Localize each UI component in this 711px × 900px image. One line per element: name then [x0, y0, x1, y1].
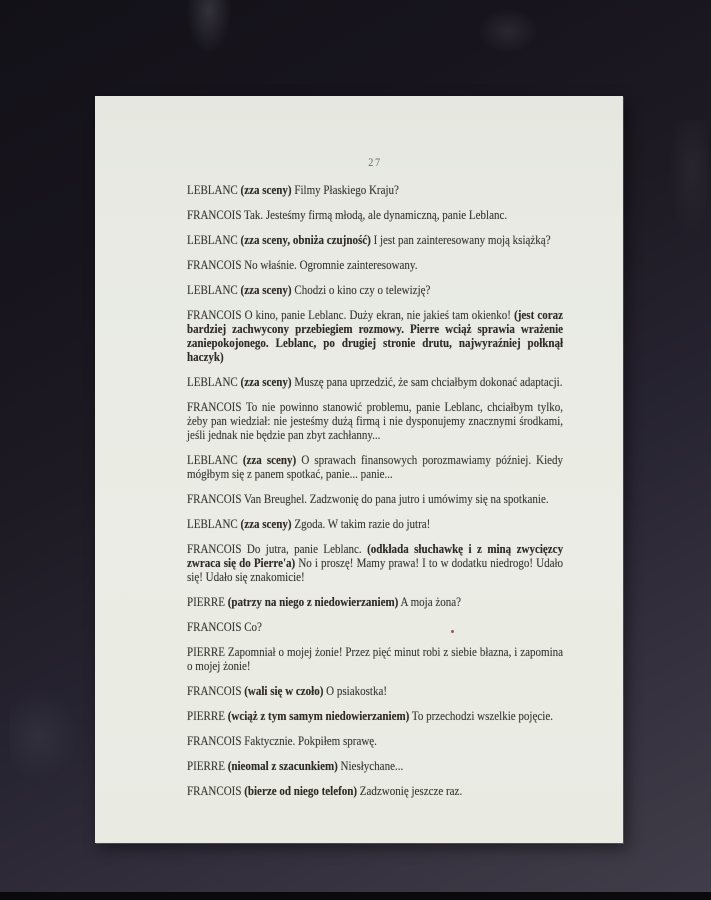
- stage-direction: (zza sceny, obniża czujność): [240, 232, 371, 247]
- script-page: [95, 96, 623, 843]
- dialogue-text: Zapomniał o mojej żonie! Przez pięć minut robi z siebie błazna, i zapomina o mojej żonie!: [187, 644, 564, 673]
- dialogue-text: To nie powinno stanowić problemu, panie Leblanc, chciałbym tylko, żeby pan wiedział: nie jesteśmy dużą firmą i nie dysponujemy znacznymi środkami, jeśli jednak nie będzie pan zbyt zachłanny...: [187, 399, 564, 442]
- dialogue-text: O kino, panie Leblanc. Duży ekran, nie jakieś tam okienko!: [244, 307, 515, 322]
- dialogue-text: I jest pan zainteresowany moją książką?: [370, 232, 551, 247]
- dialogue-text: A moja żona?: [398, 594, 462, 609]
- speaker-name: FRANCOIS: [187, 207, 245, 222]
- dialogue-paragraph: [187, 375, 563, 389]
- background-smudge: [478, 8, 538, 54]
- dialogue-paragraph: [187, 709, 563, 723]
- stage-direction: (wali się w czoło): [244, 683, 324, 698]
- speaker-name: LEBLANC: [187, 282, 241, 297]
- dialogue-text: Zadzwonię jeszcze raz.: [357, 783, 463, 798]
- stage-direction: (zza sceny): [240, 282, 292, 297]
- dialogue-paragraph: [187, 492, 563, 506]
- speaker-name: FRANCOIS: [187, 491, 245, 506]
- page-number: 27: [368, 155, 382, 169]
- background-smudge: [186, 0, 232, 54]
- dialogue-paragraph: [187, 620, 563, 634]
- dialogue-text: Filmy Płaskiego Kraju?: [291, 182, 399, 197]
- dialogue-text: Niesłychane...: [337, 758, 404, 773]
- dialogue-text: Faktycznie. Pokpiłem sprawę.: [244, 733, 377, 748]
- dialogue-paragraph: [187, 595, 563, 609]
- dialogue-paragraph: [187, 308, 563, 364]
- dialogue-paragraph: [187, 400, 563, 442]
- dialogue-paragraph: [187, 258, 563, 272]
- dialogue-block: [187, 183, 563, 798]
- speaker-name: FRANCOIS: [187, 307, 245, 322]
- speaker-name: PIERRE: [187, 758, 228, 773]
- dialogue-paragraph: [187, 645, 563, 673]
- speaker-name: FRANCOIS: [187, 733, 245, 748]
- dialogue-paragraph: [187, 233, 563, 247]
- speaker-name: FRANCOIS: [187, 783, 245, 798]
- stage-direction: (nieomal z szacunkiem): [227, 758, 338, 773]
- dialogue-paragraph: [187, 759, 563, 773]
- dialogue-text: Zgoda. W takim razie do jutra!: [291, 516, 431, 531]
- dialogue-text: No i proszę! Mamy prawa! I to w dodatku niedrogo! Udało się! Udało się znakomicie!: [187, 555, 564, 584]
- dialogue-paragraph: [187, 784, 563, 798]
- speaker-name: PIERRE: [187, 644, 228, 659]
- dialogue-text: Tak. Jesteśmy firmą młodą, ale dynamiczną, panie Leblanc.: [244, 207, 508, 222]
- speaker-name: LEBLANC: [187, 516, 241, 531]
- stage-direction: (jest coraz bardziej zachwycony przebiegiem rozmowy. Pierre wciąż sprawia wrażenie zaniepokojonego. Leblanc, po drugiej stronie drutu, najwyraźniej połknął haczyk): [187, 307, 564, 364]
- background-smudge: [10, 690, 80, 780]
- dialogue-text: Do jutra, panie Leblanc.: [246, 541, 368, 556]
- dialogue-paragraph: [187, 208, 563, 222]
- dialogue-paragraph: [187, 283, 563, 297]
- page-content: [187, 155, 563, 809]
- speaker-name: LEBLANC: [187, 232, 241, 247]
- dialogue-text: Chodzi o kino czy o telewizję?: [291, 282, 431, 297]
- dialogue-text: O psiakostka!: [323, 683, 388, 698]
- speaker-name: LEBLANC: [187, 374, 241, 389]
- background-smudge: [668, 120, 708, 240]
- dialogue-paragraph: [187, 183, 563, 197]
- stage-direction: (zza sceny): [242, 452, 297, 467]
- speaker-name: LEBLANC: [187, 452, 243, 467]
- stage-direction: (odkłada słuchawkę i z miną zwycięzcy zwraca się do Pierre'a): [187, 541, 564, 570]
- stage-direction: (zza sceny): [240, 374, 292, 389]
- stage-direction: (wciąż z tym samym niedowierzaniem): [227, 708, 410, 723]
- speaker-name: FRANCOIS: [187, 399, 246, 414]
- speaker-name: FRANCOIS: [187, 619, 245, 634]
- dialogue-text: Co?: [244, 619, 262, 634]
- speaker-name: PIERRE: [187, 594, 228, 609]
- dialogue-text: O sprawach finansowych porozmawiamy później. Kiedy mógłbym się z panem spotkać, panie... panie...: [187, 452, 564, 481]
- speaker-name: PIERRE: [187, 708, 228, 723]
- speaker-name: FRANCOIS: [187, 541, 247, 556]
- stage-direction: (bierze od niego telefon): [244, 783, 358, 798]
- speaker-name: FRANCOIS: [187, 257, 245, 272]
- stage-direction: (zza sceny): [240, 516, 292, 531]
- dialogue-paragraph: [187, 734, 563, 748]
- photo-bottom-edge: [0, 892, 711, 900]
- speaker-name: LEBLANC: [187, 182, 241, 197]
- stage-direction: (patrzy na niego z niedowierzaniem): [227, 594, 399, 609]
- dialogue-paragraph: [187, 517, 563, 531]
- dialogue-text: To przechodzi wszelkie pojęcie.: [409, 708, 553, 723]
- dialogue-paragraph: [187, 453, 563, 481]
- scan-artifact-dot: [451, 630, 454, 633]
- dialogue-paragraph: [187, 684, 563, 698]
- stage-direction: (zza sceny): [240, 182, 292, 197]
- speaker-name: FRANCOIS: [187, 683, 245, 698]
- dialogue-paragraph: [187, 542, 563, 584]
- dialogue-text: Van Breughel. Zadzwonię do pana jutro i umówimy się na spotkanie.: [244, 491, 549, 506]
- dialogue-text: Muszę pana uprzedzić, że sam chciałbym dokonać adaptacji.: [291, 374, 563, 389]
- dialogue-text: No właśnie. Ogromnie zainteresowany.: [244, 257, 418, 272]
